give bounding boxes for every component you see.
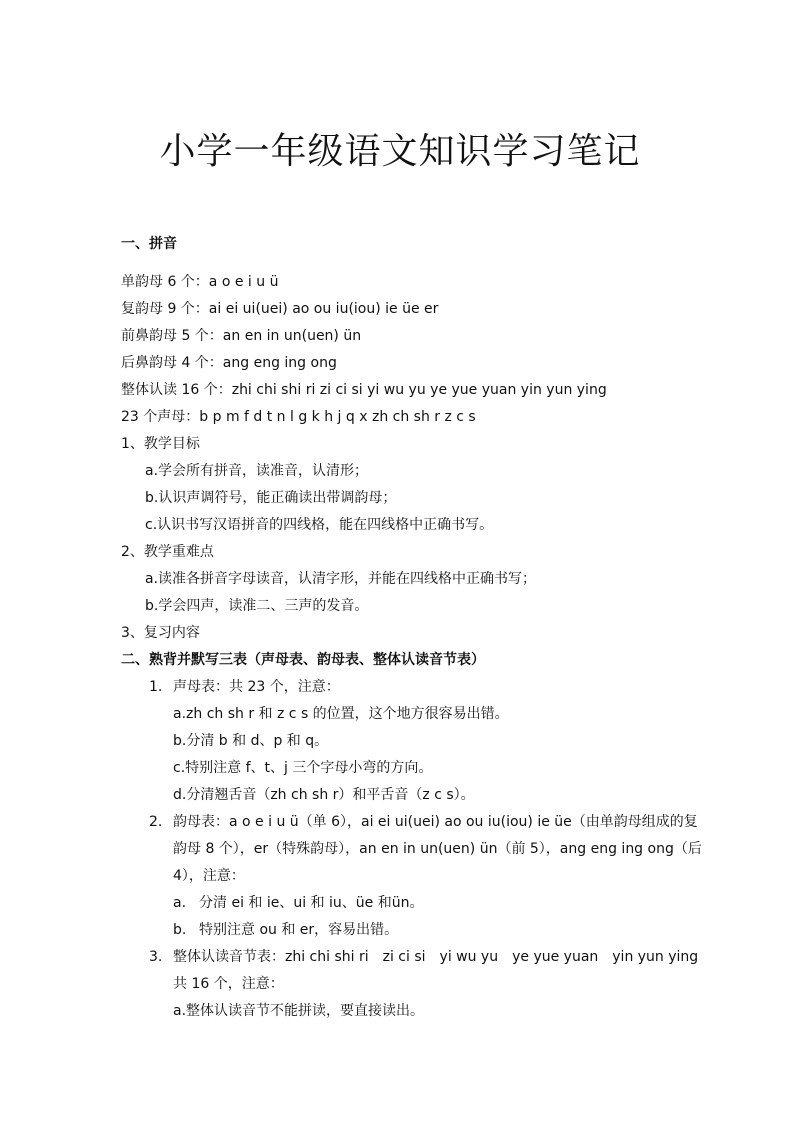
note-text: 特别注意 ou 和 er，容易出错。 xyxy=(199,922,399,938)
list-number: 3. xyxy=(149,949,163,965)
note-item: c.特别注意 f、t、j 三个字母小弯的方向。 xyxy=(173,760,433,776)
list-item xyxy=(149,947,698,967)
list-item-text: 声母表：共 23 个，注意： xyxy=(173,679,340,695)
note-text: 分清 ei 和 ie、ui 和 iu、üe 和ün。 xyxy=(199,895,424,911)
review-heading: 3、复习内容 xyxy=(121,625,200,641)
teaching-goal-item: c.认识书写汉语拼音的四线格，能在四线格中正确书写。 xyxy=(145,517,494,533)
list-number: 2. xyxy=(149,814,163,830)
note-mark: b. xyxy=(173,922,187,938)
teaching-goal-item: a.学会所有拼音，读准音，认清形； xyxy=(145,463,369,479)
list-item-continuation: 韵母 8 个），er（特殊韵母），an en in un(uen) ün（前 5），ang eng ing ong（后 xyxy=(173,841,702,857)
key-point-item: a.读准各拼音字母读音，认清字形，并能在四线格中正确书写； xyxy=(145,571,537,587)
note-item: a.zh ch sh r 和 z c s 的位置，这个地方很容易出错。 xyxy=(173,706,509,722)
list-item-text: 韵母表：a o e i u ü（单 6），ai ei ui(uei) ao ou iu(iou) ie üe（由单韵母组成的复 xyxy=(173,814,698,830)
note-item xyxy=(173,920,398,940)
pinyin-line: 整体认读 16 个：zhi chi shi ri zi ci si yi wu yu ye yue yuan yin yun ying xyxy=(121,382,607,398)
list-item-continuation: 4），注意： xyxy=(173,868,245,884)
note-item xyxy=(173,893,423,913)
list-item-text: 整体认读音节表：zhi chi shi ri zi ci si yi wu yu ye yue yuan yin yun ying xyxy=(173,949,699,965)
teaching-goal-item: b.认识声调符号，能正确读出带调韵母； xyxy=(145,490,397,506)
pinyin-line: 后鼻韵母 4 个：ang eng ing ong xyxy=(121,355,337,371)
list-item xyxy=(149,812,698,832)
pinyin-line: 23 个声母：b p m f d t n l g k h j q x zh ch sh r z c s xyxy=(121,409,476,425)
section-2-heading: 二、熟背并默写三表（声母表、韵母表、整体认读音节表） xyxy=(121,652,485,668)
note-mark: a. xyxy=(173,895,187,911)
document-title: 小学一年级语文知识学习笔记 xyxy=(159,131,641,172)
list-item-continuation: 共 16 个，注意： xyxy=(173,976,284,992)
key-point-item: b.学会四声，读准二、三声的发音。 xyxy=(145,598,369,614)
teaching-goal-heading: 1、教学目标 xyxy=(121,436,200,452)
pinyin-line: 单韵母 6 个：a o e i u ü xyxy=(121,274,279,290)
list-item xyxy=(149,677,340,697)
note-item: d.分清翘舌音（zh ch sh r）和平舌音（z c s）。 xyxy=(173,787,475,803)
pinyin-line: 复韵母 9 个：ai ei ui(uei) ao ou iu(iou) ie üe er xyxy=(121,301,439,317)
note-item: a.整体认读音节不能拼读，要直接读出。 xyxy=(173,1003,425,1019)
list-number: 1. xyxy=(149,679,163,695)
pinyin-line: 前鼻韵母 5 个：an en in un(uen) ün xyxy=(121,328,362,344)
key-points-heading: 2、教学重难点 xyxy=(121,544,214,560)
section-1-heading: 一、拼音 xyxy=(121,236,177,252)
note-item: b.分清 b 和 d、p 和 q。 xyxy=(173,733,329,749)
